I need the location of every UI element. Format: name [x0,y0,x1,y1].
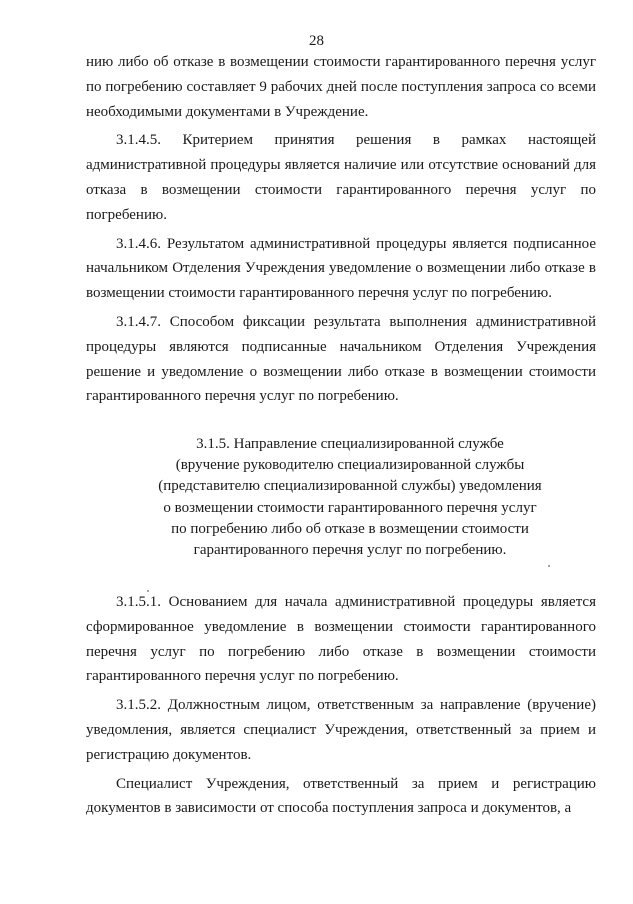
page-number: 28 [309,33,324,49]
heading-line: по погребению либо об отказе в возмещении стоимости [171,520,529,537]
top-text-block [86,50,596,409]
paragraph-continuation: нию либо об отказе в возмещении стоимости гарантированного перечня услуг по погребению составляет 9 рабочих дней после поступления запроса со всеми необходимыми документами в Учреждение. [86,54,596,120]
paragraph-3-1-4-6: 3.1.4.6. Результатом административной процедуры является подписанное начальником Отделения Учреждения уведомление о возмещении либо отказе в возмещении стоимости гарантированного перечня услуг по погребению. [86,235,596,302]
section-heading-3-1-5 [120,434,580,561]
paragraph-3-1-5-2: 3.1.5.2. Должностным лицом, ответственным за направление (вручение) уведомления, является специалист Учреждения, ответственный за прием и регистрацию документов. [86,697,596,763]
heading-line: (представителю специализированной службы) уведомления [158,478,542,495]
paragraph-3-1-5-1: 3.1.5.1. Основанием для начала административной процедуры является сформированное уведомление в возмещении стоимости гарантированного перечня услуг по погребению либо отказе в возмещении стоимости гарантированного перечня услуг по погребению. [86,594,596,685]
scan-speck [147,590,149,592]
bottom-text-block [86,590,596,821]
paragraph-3-1-4-5: 3.1.4.5. Критерием принятия решения в рамках настоящей административной процедуры является наличие или отсутствие оснований для отказа в возмещении стоимости гарантированного перечня услуг по погребению. [86,132,596,223]
heading-line: гарантированного перечня услуг по погребению. [193,542,507,559]
scan-speck [548,565,550,567]
paragraph-specialist: Специалист Учреждения, ответственный за прием и регистрацию документов в зависимости от способа поступления запроса и документов, а [86,775,596,817]
heading-line: (вручение руководителю специализированной службы [175,457,525,474]
paragraph-3-1-4-7: 3.1.4.7. Способом фиксации результата выполнения административной процедуры являются подписанные начальником Отделения Учреждения решение и уведомление о возмещении либо отказе в возмещении стоимости гарантированного перечня услуг по погребению. [86,313,596,405]
heading-line: 3.1.5. Направление специализированной службе [196,436,504,452]
heading-line: о возмещении стоимости гарантированного перечня услуг [163,499,537,516]
